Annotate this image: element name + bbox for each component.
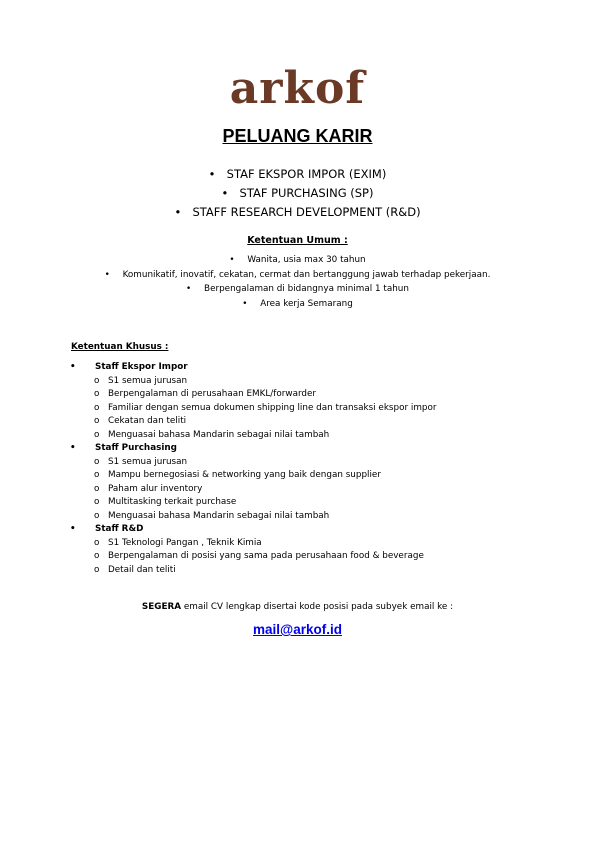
group-title	[70, 361, 437, 375]
group-item	[94, 429, 437, 443]
group-title	[70, 523, 437, 537]
position-item	[0, 165, 595, 184]
group-item	[94, 564, 437, 578]
group-title-text: Staff Purchasing	[95, 443, 177, 453]
circle-bullet-icon: o	[94, 470, 100, 480]
circle-bullet-icon: o	[94, 483, 100, 494]
group-item	[94, 415, 437, 429]
group-items	[70, 456, 437, 524]
group-item-text: Paham alur inventory	[108, 483, 203, 494]
urgent-label: SEGERA	[141, 602, 182, 612]
position-label: STAFF RESEARCH DEVELOPMENT (R&D)	[192, 205, 421, 219]
circle-bullet-icon: o	[94, 416, 100, 426]
specific-requirements-heading: Ketentuan Khusus :	[71, 342, 169, 352]
group-item-text: Detail dan teliti	[108, 564, 176, 575]
group-item-text: S1 semua jurusan	[108, 456, 188, 467]
positions-list	[0, 165, 595, 222]
email-link[interactable]: mail@arkof.id	[253, 622, 342, 637]
circle-bullet-icon: o	[94, 497, 100, 507]
general-item	[0, 268, 595, 283]
group-item-text: Berpengalaman di posisi yang sama pada perusahaan food & beverage	[108, 551, 424, 561]
group-item-text: Berpengalaman di perusahaan EMKL/forwarder	[108, 389, 317, 399]
bullet-icon: •	[104, 269, 110, 280]
general-item-text: Wanita, usia max 30 tahun	[247, 255, 366, 265]
group-item-text: Cekatan dan teliti	[108, 416, 187, 426]
group-items	[70, 537, 437, 578]
group-item	[94, 456, 437, 470]
position-label: STAF PURCHASING (SP)	[239, 186, 374, 200]
circle-bullet-icon: o	[94, 375, 100, 386]
group-item	[94, 469, 437, 483]
group-item-text: S1 Teknologi Pangan , Teknik Kimia	[108, 537, 262, 548]
position-item	[0, 203, 595, 222]
bullet-icon: •	[208, 167, 216, 181]
bullet-icon: •	[70, 524, 76, 534]
bullet-icon: •	[70, 362, 76, 372]
requirement-group	[70, 523, 437, 577]
requirement-group	[70, 361, 437, 442]
circle-bullet-icon: o	[94, 402, 100, 413]
general-requirements-list	[0, 253, 595, 311]
general-requirements-heading: Ketentuan Umum :	[247, 235, 348, 246]
group-item-text: Mampu bernegosiasi & networking yang baik dengan supplier	[108, 470, 381, 480]
bullet-icon: •	[242, 298, 248, 309]
circle-bullet-icon: o	[94, 389, 100, 399]
group-title-text: Staff Ekspor Impor	[95, 362, 188, 372]
group-item	[94, 375, 437, 389]
specific-requirements-list	[70, 361, 437, 577]
bullet-icon: •	[174, 205, 182, 219]
circle-bullet-icon: o	[94, 510, 100, 521]
group-title	[70, 442, 437, 456]
group-item-text: S1 semua jurusan	[108, 375, 188, 386]
group-item-text: Menguasai bahasa Mandarin sebagai nilai tambah	[108, 510, 330, 521]
bullet-icon: •	[229, 255, 235, 265]
circle-bullet-icon: o	[94, 429, 100, 440]
group-item-text: Familiar dengan semua dokumen shipping line dan transaksi ekspor impor	[108, 402, 437, 413]
apply-text: email CV lengkap disertai kode posisi pada subyek email ke :	[181, 602, 454, 612]
position-item	[0, 184, 595, 203]
apply-instructions	[0, 600, 595, 614]
circle-bullet-icon: o	[94, 456, 100, 467]
position-label: STAF EKSPOR IMPOR (EXIM)	[226, 167, 387, 181]
circle-bullet-icon: o	[94, 537, 100, 548]
group-title-text: Staff R&D	[95, 524, 144, 534]
requirement-group	[70, 442, 437, 523]
general-item-text: Komunikatif, inovatif, cekatan, cermat dan bertanggung jawab terhadap pekerjaan.	[122, 269, 491, 280]
page-title: PELUANG KARIR	[222, 126, 373, 146]
group-item	[94, 496, 437, 510]
company-logo: arkof	[229, 63, 366, 114]
group-item	[94, 550, 437, 564]
group-item-text: Multitasking terkait purchase	[108, 497, 237, 507]
group-item	[94, 388, 437, 402]
general-item-text: Berpengalaman di bidangnya minimal 1 tahun	[204, 284, 409, 294]
general-item	[0, 282, 595, 297]
circle-bullet-icon: o	[94, 564, 100, 575]
group-item	[94, 510, 437, 524]
circle-bullet-icon: o	[94, 551, 100, 561]
general-item	[0, 297, 595, 312]
group-item	[94, 483, 437, 497]
bullet-icon: •	[186, 284, 192, 294]
general-item	[0, 253, 595, 268]
group-item-text: Menguasai bahasa Mandarin sebagai nilai tambah	[108, 429, 330, 440]
general-item-text: Area kerja Semarang	[260, 298, 353, 309]
group-item	[94, 537, 437, 551]
group-item	[94, 402, 437, 416]
bullet-icon: •	[221, 186, 229, 200]
group-items	[70, 375, 437, 443]
bullet-icon: •	[70, 443, 76, 453]
